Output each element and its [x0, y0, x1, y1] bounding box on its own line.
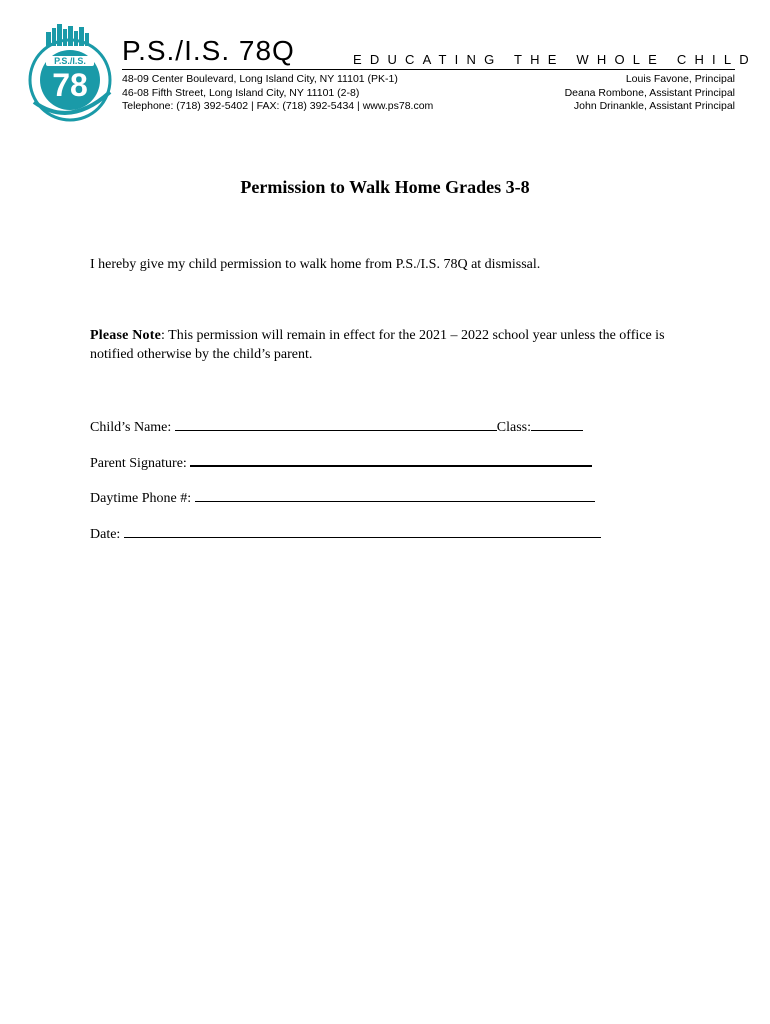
parent-signature-blank[interactable] — [190, 452, 592, 467]
date-row — [90, 524, 601, 544]
daytime-phone-label: Daytime Phone #: — [90, 491, 195, 506]
child-name-blank[interactable] — [175, 417, 497, 431]
school-name: P.S./I.S. 78Q — [122, 35, 295, 66]
staff-line: Deana Rombone, Assistant Principal — [564, 86, 735, 99]
permission-statement: I hereby give my child permission to walk home from P.S./I.S. 78Q at dismissal. — [90, 257, 541, 272]
note-label: Please Note — [90, 328, 162, 343]
contact-line: Telephone: (718) 392-5402 | FAX: (718) 392-5434 | www.ps78.com — [122, 100, 434, 112]
date-label: Date: — [90, 527, 124, 542]
form-title: Permission to Walk Home Grades 3-8 — [240, 177, 530, 197]
daytime-phone-blank[interactable] — [195, 488, 595, 502]
parent-signature-label: Parent Signature: — [90, 456, 191, 471]
staff-line: John Drinankle, Assistant Principal — [573, 100, 735, 112]
logo-text: P.S./I.S. — [46, 56, 94, 66]
class-label: Class: — [496, 420, 532, 435]
parent-signature-row — [90, 452, 592, 473]
daytime-phone-row — [90, 488, 595, 508]
date-blank[interactable] — [124, 524, 601, 538]
staff-line: Louis Favone, Principal — [625, 73, 735, 85]
child-name-label: Child’s Name: — [90, 420, 175, 435]
child-name-row — [90, 417, 583, 437]
address-line: 48-09 Center Boulevard, Long Island City, NY 11101 (PK-1) — [122, 73, 398, 85]
tagline: EDUCATING THE WHOLE CHILD — [353, 52, 757, 67]
staff-block — [565, 73, 735, 114]
school-logo — [24, 22, 116, 126]
address-line: 46-08 Fifth Street, Long Island City, NY 11101 (2-8) — [122, 86, 360, 99]
logo-number: 78 — [52, 67, 88, 103]
header-rule — [122, 69, 735, 70]
note-text: : This permission will remain in effect for the 2021 – 2022 school year unless the office is notified otherwise by the child’s parent. — [90, 328, 665, 362]
address-block — [122, 73, 433, 114]
note-paragraph — [90, 326, 670, 364]
class-blank[interactable] — [531, 417, 583, 431]
